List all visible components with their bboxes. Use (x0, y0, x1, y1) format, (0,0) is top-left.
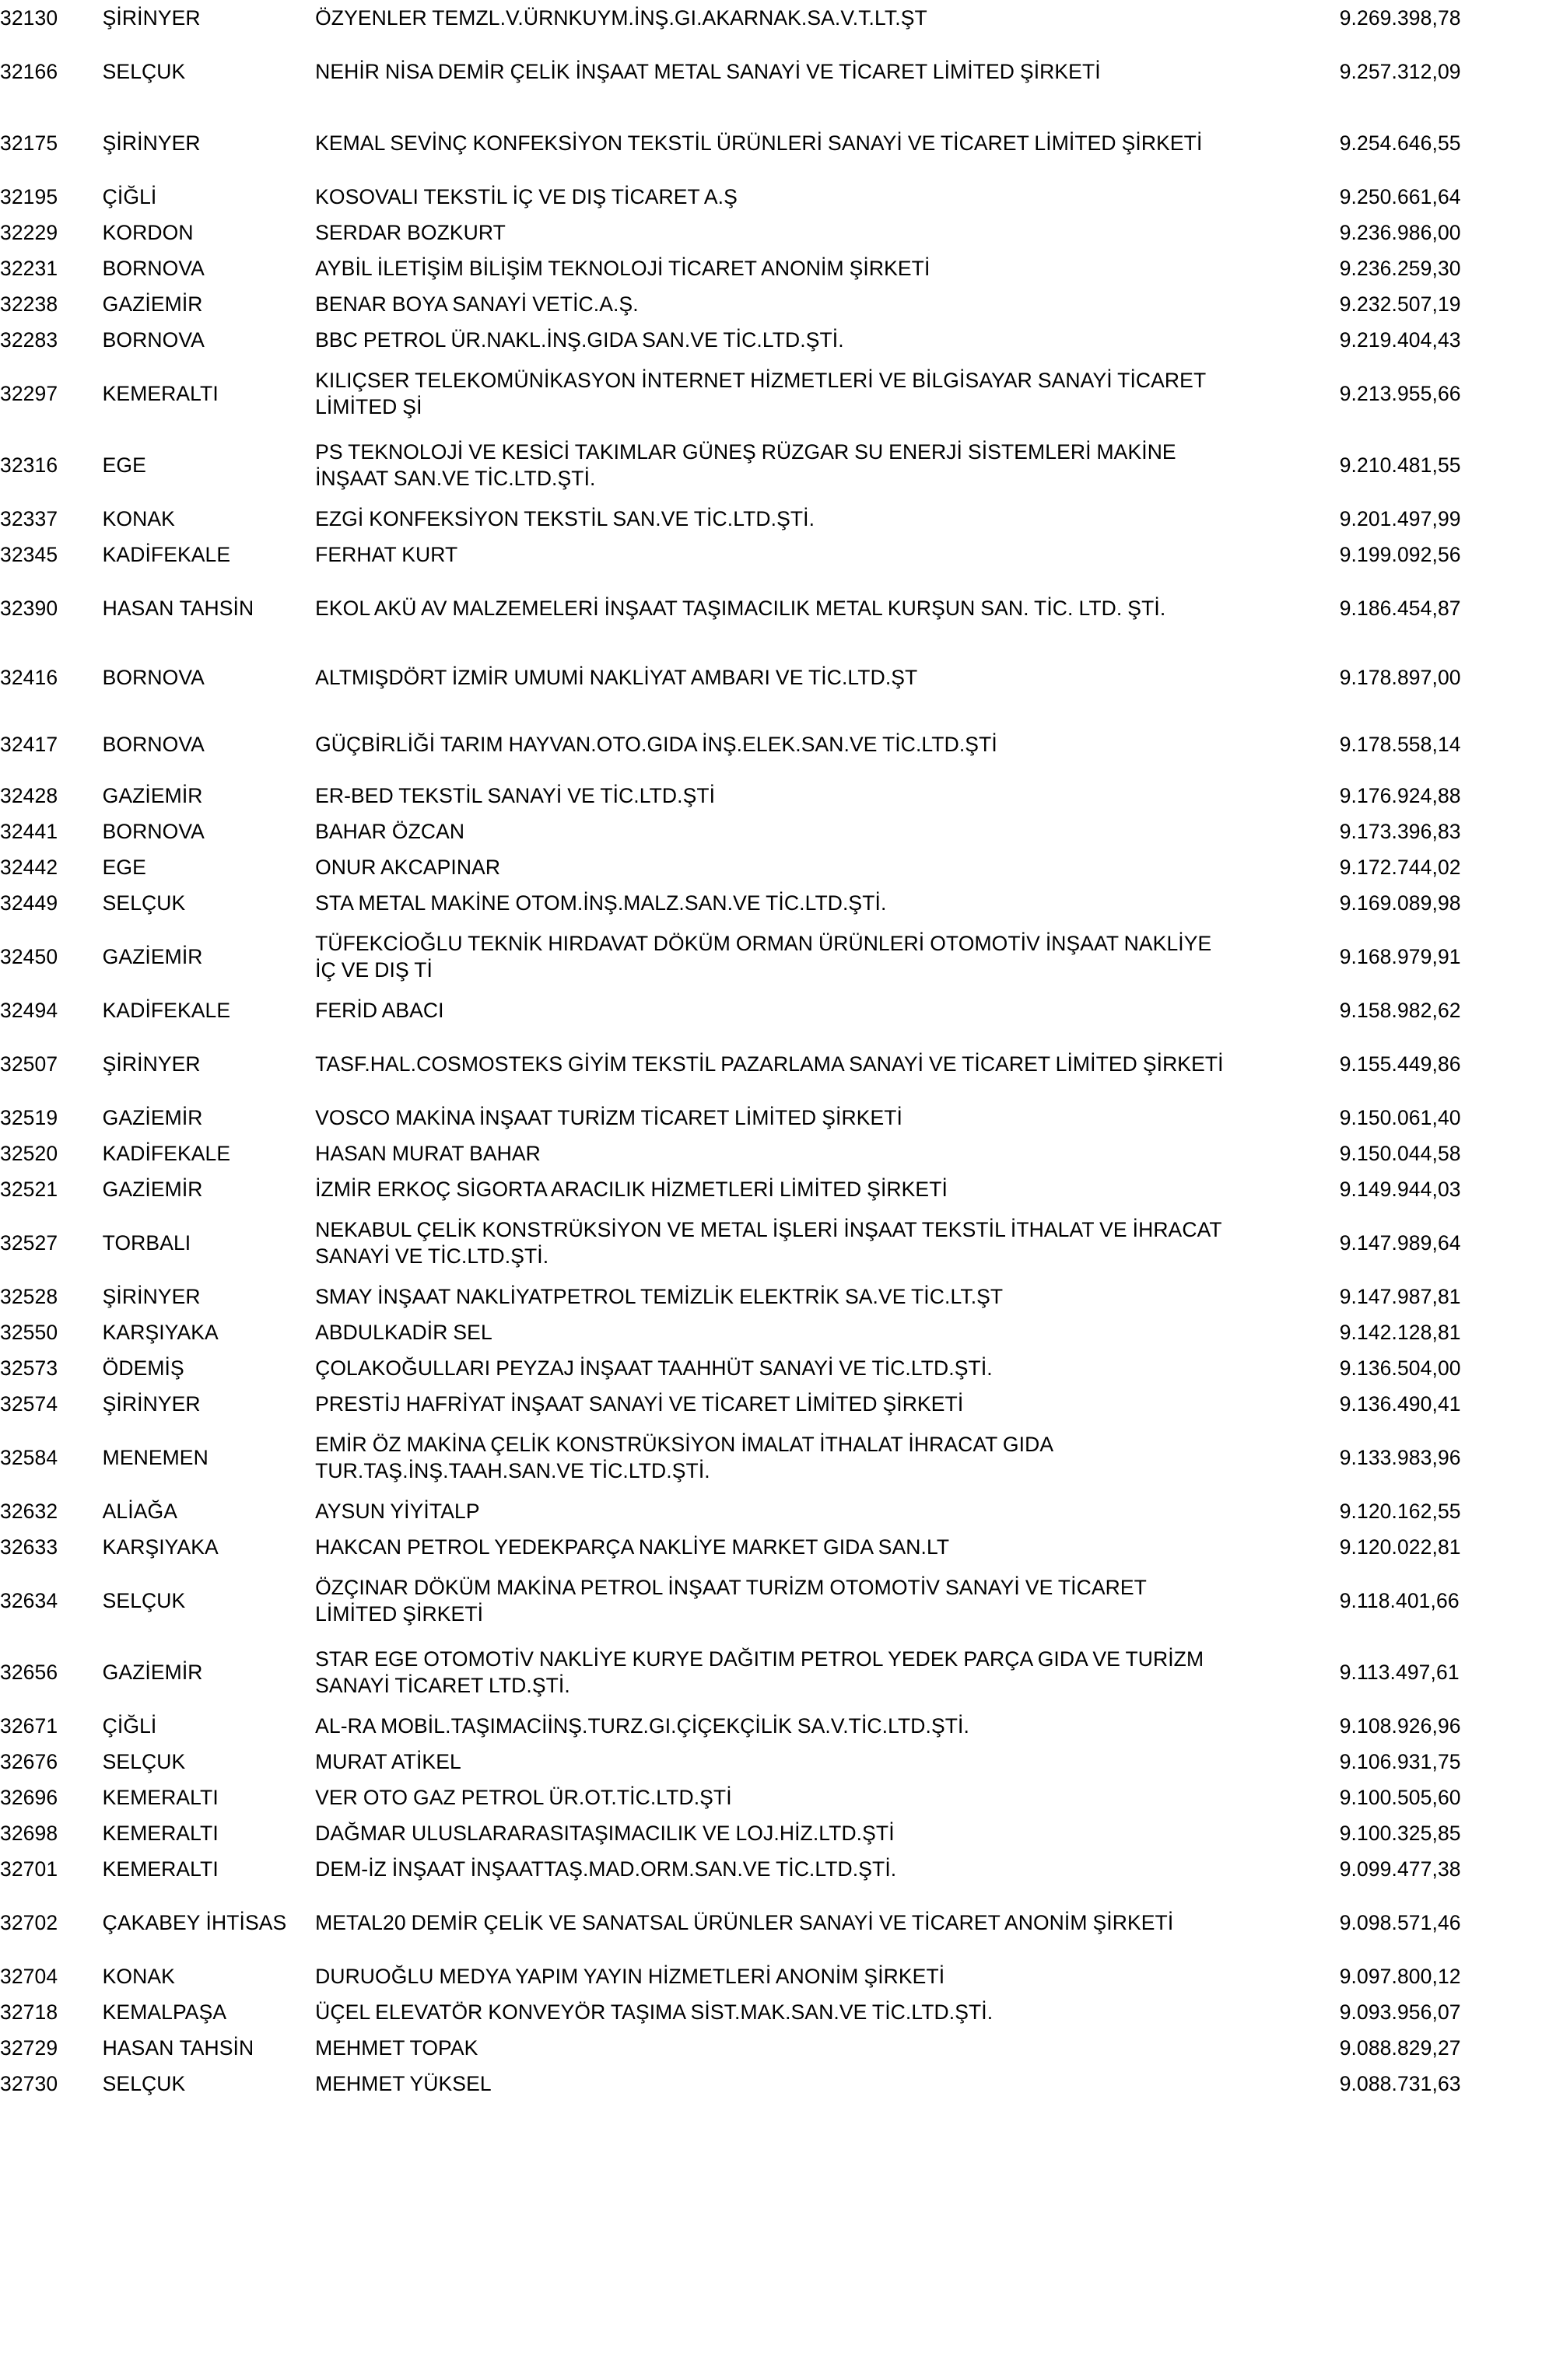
table-row (0, 429, 1542, 501)
table-row (0, 537, 1542, 572)
cell-taxpayer-id: 32428 (0, 783, 58, 807)
cell-taxpayer-id: 32449 (0, 891, 58, 915)
taxpayer-name-text: METAL20 DEMİR ÇELİK VE SANATSAL ÜRÜNLER SANAYİ VE TİCARET ANONİM ŞİRKETİ (315, 1910, 1174, 1934)
cell-taxpayer-name (315, 1994, 1340, 2030)
cell-debt-amount: 9.120.162,55 (1339, 1499, 1461, 1523)
taxpayer-name-text: TASF.HAL.COSMOSTEKS GİYİM TEKSTİL PAZARLAMA SANAYİ VE TİCARET LİMİTED ŞİRKETİ (315, 1052, 1224, 1076)
taxpayer-name-text: KOSOVALI TEKSTİL İÇ VE DIŞ TİCARET A.Ş (315, 184, 738, 208)
cell-taxpayer-id: 32231 (0, 256, 58, 280)
cell-tax-office: BORNOVA (102, 665, 205, 689)
cell-debt-amount: 9.201.497,99 (1339, 506, 1461, 530)
cell-tax-office: KEMERALTI (102, 381, 219, 405)
cell-taxpayer-name (315, 1207, 1340, 1279)
cell-debt-amount: 9.257.312,09 (1339, 59, 1461, 83)
table-row (0, 36, 1542, 107)
cell-taxpayer-id: 32390 (0, 596, 58, 620)
cell-taxpayer-id: 32632 (0, 1499, 58, 1523)
table-row (0, 1529, 1542, 1565)
cell-taxpayer-name (315, 1744, 1340, 1780)
cell-taxpayer-id: 32656 (0, 1660, 58, 1684)
cell-debt-amount: 9.147.987,81 (1339, 1284, 1461, 1308)
cell-taxpayer-name (315, 1100, 1340, 1136)
cell-taxpayer-name (315, 1386, 1340, 1422)
taxpayer-name-text: NEHİR NİSA DEMİR ÇELİK İNŞAAT METAL SANAYİ VE TİCARET LİMİTED ŞİRKETİ (315, 59, 1101, 83)
cell-taxpayer-id: 32494 (0, 998, 58, 1022)
table-row (0, 358, 1542, 429)
taxpayer-name-text: KEMAL SEVİNÇ KONFEKSİYON TEKSTİL ÜRÜNLERİ SANAYİ VE TİCARET LİMİTED ŞİRKETİ (315, 131, 1203, 155)
cell-taxpayer-name (315, 1565, 1340, 1636)
cell-taxpayer-name (315, 921, 1340, 992)
taxpayer-name-text: DURUOĞLU MEDYA YAPIM YAYIN HİZMETLERİ ANONİM ŞİRKETİ (315, 1964, 945, 1988)
table-row (0, 322, 1542, 358)
cell-taxpayer-name (315, 885, 1340, 921)
cell-debt-amount: 9.210.481,55 (1339, 453, 1461, 477)
taxpayer-name-text: VOSCO MAKİNA İNŞAAT TURİZM TİCARET LİMİTED ŞİRKETİ (315, 1105, 903, 1129)
cell-taxpayer-name (315, 1636, 1340, 1708)
cell-taxpayer-id: 32450 (0, 944, 58, 968)
cell-debt-amount: 9.199.092,56 (1339, 542, 1461, 566)
taxpayer-name-text: FERİD ABACI (315, 998, 444, 1022)
taxpayer-name-text: AYBİL İLETİŞİM BİLİŞİM TEKNOLOJİ TİCARET ANONİM ŞİRKETİ (315, 256, 930, 280)
cell-taxpayer-name (315, 778, 1340, 814)
cell-tax-office: EGE (102, 855, 146, 879)
cell-debt-amount: 9.158.982,62 (1339, 998, 1461, 1022)
taxpayer-name-text: ONUR AKCAPINAR (315, 855, 501, 879)
cell-debt-amount: 9.097.800,12 (1339, 1964, 1461, 1988)
cell-tax-office: BORNOVA (102, 732, 205, 756)
table-row (0, 1994, 1542, 2030)
cell-debt-amount: 9.142.128,81 (1339, 1320, 1461, 1344)
cell-debt-amount: 9.136.490,41 (1339, 1391, 1461, 1416)
cell-debt-amount: 9.232.507,19 (1339, 292, 1461, 316)
cell-tax-office: ŞİRİNYER (102, 1391, 201, 1416)
taxpayer-name-text: SMAY İNŞAAT NAKLİYATPETROL TEMİZLİK ELEKTRİK SA.VE TİC.LT.ŞT (315, 1284, 1004, 1308)
cell-tax-office: KONAK (102, 1964, 175, 1988)
cell-tax-office: ALİAĞA (102, 1499, 177, 1523)
cell-taxpayer-id: 32238 (0, 292, 58, 316)
cell-taxpayer-name (315, 1136, 1340, 1171)
taxpayer-name-text: MURAT ATİKEL (315, 1749, 461, 1773)
table-row (0, 1851, 1542, 1887)
cell-taxpayer-id: 32573 (0, 1356, 58, 1380)
taxpayer-name-text: İZMİR ERKOÇ SİGORTA ARACILIK HİZMETLERİ LİMİTED ŞİRKETİ (315, 1177, 948, 1201)
cell-debt-amount: 9.173.396,83 (1339, 819, 1461, 843)
cell-debt-amount: 9.133.983,96 (1339, 1445, 1461, 1469)
table-row (0, 1028, 1542, 1100)
cell-debt-amount: 9.147.989,64 (1339, 1230, 1461, 1255)
cell-tax-office: TORBALI (102, 1230, 191, 1255)
cell-debt-amount: 9.088.829,27 (1339, 2035, 1461, 2060)
taxpayer-name-text: STA METAL MAKİNE OTOM.İNŞ.MALZ.SAN.VE TİC.LTD.ŞTİ. (315, 891, 887, 915)
taxpayer-name-text: ER-BED TEKSTİL SANAYİ VE TİC.LTD.ŞTİ (315, 783, 716, 807)
table-row (0, 0, 1542, 36)
cell-debt-amount: 9.088.731,63 (1339, 2071, 1461, 2095)
taxpayer-name-text: MEHMET YÜKSEL (315, 2071, 492, 2095)
taxpayer-name-text: SERDAR BOZKURT (315, 220, 506, 244)
table-row (0, 921, 1542, 992)
cell-taxpayer-id: 32696 (0, 1785, 58, 1809)
cell-taxpayer-id: 32130 (0, 5, 58, 30)
cell-tax-office: HASAN TAHSİN (102, 596, 254, 620)
table-row (0, 2030, 1542, 2066)
cell-debt-amount: 9.172.744,02 (1339, 855, 1461, 879)
table-row (0, 992, 1542, 1028)
cell-tax-office: GAZİEMİR (102, 1177, 203, 1201)
cell-taxpayer-name (315, 2030, 1340, 2066)
taxpayer-name-text: STAR EGE OTOMOTİV NAKLİYE KURYE DAĞITIM PETROL YEDEK PARÇA GIDA VE TURİZM SANAYİ TİCARET LTD.ŞTİ. (315, 1647, 1204, 1697)
cell-tax-office: ÇAKABEY İHTİSAS (102, 1910, 287, 1934)
cell-debt-amount: 9.155.449,86 (1339, 1052, 1461, 1076)
cell-tax-office: KEMERALTI (102, 1821, 219, 1845)
cell-taxpayer-id: 32442 (0, 855, 58, 879)
cell-taxpayer-id: 32698 (0, 1821, 58, 1845)
cell-taxpayer-name (315, 215, 1340, 250)
table-row (0, 644, 1542, 711)
cell-debt-amount: 9.093.956,07 (1339, 2000, 1461, 2024)
cell-tax-office: BORNOVA (102, 819, 205, 843)
taxpayer-name-text: ABDULKADİR SEL (315, 1320, 492, 1344)
taxpayer-name-text: HAKCAN PETROL YEDEKPARÇA NAKLİYE MARKET GIDA SAN.LT (315, 1535, 950, 1559)
cell-taxpayer-id: 32718 (0, 2000, 58, 2024)
taxpayer-name-text: EKOL AKÜ AV MALZEMELERİ İNŞAAT TAŞIMACILIK METAL KURŞUN SAN. TİC. LTD. ŞTİ. (315, 596, 1166, 620)
taxpayer-name-text: AYSUN YİYİTALP (315, 1499, 480, 1523)
table-row (0, 179, 1542, 215)
cell-taxpayer-name (315, 537, 1340, 572)
cell-taxpayer-id: 32527 (0, 1230, 58, 1255)
taxpayer-name-text: MEHMET TOPAK (315, 2035, 478, 2060)
cell-taxpayer-id: 32729 (0, 2035, 58, 2060)
cell-taxpayer-id: 32345 (0, 542, 58, 566)
cell-debt-amount: 9.136.504,00 (1339, 1356, 1461, 1380)
cell-debt-amount: 9.254.646,55 (1339, 131, 1461, 155)
cell-taxpayer-id: 32316 (0, 453, 58, 477)
cell-taxpayer-id: 32671 (0, 1713, 58, 1738)
taxpayer-name-text: DAĞMAR ULUSLARARASITAŞIMACILIK VE LOJ.HİZ.LTD.ŞTİ (315, 1821, 895, 1845)
taxpayer-name-text: ÖZYENLER TEMZL.V.ÜRNKUYM.İNŞ.GI.AKARNAK.SA.V.T.LT.ŞT (315, 5, 927, 30)
cell-taxpayer-id: 32175 (0, 131, 58, 155)
taxpayer-name-text: ÜÇEL ELEVATÖR KONVEYÖR TAŞIMA SİST.MAK.SAN.VE TİC.LTD.ŞTİ. (315, 2000, 994, 2024)
cell-taxpayer-name (315, 1422, 1340, 1493)
table-row (0, 1207, 1542, 1279)
table-row (0, 1314, 1542, 1350)
cell-taxpayer-name (315, 992, 1340, 1028)
cell-taxpayer-id: 32633 (0, 1535, 58, 1559)
taxpayer-name-text: BAHAR ÖZCAN (315, 819, 465, 843)
taxpayer-name-text: TÜFEKCİOĞLU TEKNİK HIRDAVAT DÖKÜM ORMAN ÜRÜNLERİ OTOMOTİV İNŞAAT NAKLİYE İÇ VE DIŞ Tİ (315, 931, 1212, 982)
cell-taxpayer-name (315, 1815, 1340, 1851)
table-row (0, 1958, 1542, 1994)
cell-taxpayer-name (315, 849, 1340, 885)
cell-taxpayer-id: 32584 (0, 1445, 58, 1469)
cell-tax-office: KARŞIYAKA (102, 1320, 219, 1344)
cell-tax-office: ÇİĞLİ (102, 184, 157, 208)
cell-debt-amount: 9.099.477,38 (1339, 1857, 1461, 1881)
cell-debt-amount: 9.118.401,66 (1339, 1588, 1460, 1612)
cell-taxpayer-id: 32283 (0, 327, 58, 352)
cell-taxpayer-id: 32297 (0, 381, 58, 405)
cell-taxpayer-name (315, 644, 1340, 711)
cell-taxpayer-name (315, 1708, 1340, 1744)
table-row (0, 885, 1542, 921)
cell-taxpayer-id: 32676 (0, 1749, 58, 1773)
cell-tax-office: GAZİEMİR (102, 944, 203, 968)
taxpayer-name-text: ÖZÇINAR DÖKÜM MAKİNA PETROL İNŞAAT TURİZM OTOMOTİV SANAYİ VE TİCARET LİMİTED ŞİRKETİ (315, 1575, 1147, 1626)
table-row (0, 1565, 1542, 1636)
cell-taxpayer-id: 32702 (0, 1910, 58, 1934)
table-row (0, 1815, 1542, 1851)
cell-debt-amount: 9.176.924,88 (1339, 783, 1461, 807)
table-row (0, 1493, 1542, 1529)
taxpayer-name-text: BBC PETROL ÜR.NAKL.İNŞ.GIDA SAN.VE TİC.LTD.ŞTİ. (315, 327, 844, 352)
taxpayer-name-text: EZGİ KONFEKSİYON TEKSTİL SAN.VE TİC.LTD.ŞTİ. (315, 506, 815, 530)
cell-tax-office: ÇİĞLİ (102, 1713, 157, 1738)
cell-taxpayer-name (315, 1851, 1340, 1887)
cell-taxpayer-id: 32634 (0, 1588, 58, 1612)
cell-taxpayer-name (315, 1780, 1340, 1815)
table-row (0, 778, 1542, 814)
table-row (0, 286, 1542, 322)
taxpayer-name-text: PRESTİJ HAFRİYAT İNŞAAT SANAYİ VE TİCARET LİMİTED ŞİRKETİ (315, 1391, 964, 1416)
cell-taxpayer-id: 32417 (0, 732, 58, 756)
cell-debt-amount: 9.150.061,40 (1339, 1105, 1461, 1129)
cell-taxpayer-name (315, 2066, 1340, 2102)
cell-taxpayer-id: 32507 (0, 1052, 58, 1076)
cell-tax-office: SELÇUK (102, 2071, 186, 2095)
cell-taxpayer-name (315, 711, 1340, 778)
cell-tax-office: EGE (102, 453, 146, 477)
cell-tax-office: SELÇUK (102, 891, 186, 915)
table-row (0, 107, 1542, 179)
cell-tax-office: KEMERALTI (102, 1785, 219, 1809)
table-row (0, 501, 1542, 537)
cell-debt-amount: 9.236.986,00 (1339, 220, 1461, 244)
cell-taxpayer-id: 32520 (0, 1141, 58, 1165)
cell-tax-office: ŞİRİNYER (102, 1284, 201, 1308)
table-row (0, 1708, 1542, 1744)
cell-taxpayer-name (315, 1958, 1340, 1994)
cell-tax-office: GAZİEMİR (102, 1660, 203, 1684)
cell-debt-amount: 9.269.398,78 (1339, 5, 1461, 30)
cell-tax-office: ŞİRİNYER (102, 131, 201, 155)
cell-debt-amount: 9.120.022,81 (1339, 1535, 1461, 1559)
cell-taxpayer-id: 32441 (0, 819, 58, 843)
cell-taxpayer-name (315, 36, 1340, 107)
cell-taxpayer-name (315, 250, 1340, 286)
table-row (0, 1386, 1542, 1422)
taxpayer-name-text: NEKABUL ÇELİK KONSTRÜKSİYON VE METAL İŞLERİ İNŞAAT TEKSTİL İTHALAT VE İHRACAT SANAYİ VE TİC.LTD.ŞTİ. (315, 1217, 1222, 1268)
taxpayer-name-text: VER OTO GAZ PETROL ÜR.OT.TİC.LTD.ŞTİ (315, 1785, 732, 1809)
cell-debt-amount: 9.236.259,30 (1339, 256, 1461, 280)
cell-debt-amount: 9.250.661,64 (1339, 184, 1461, 208)
cell-taxpayer-name (315, 1171, 1340, 1207)
cell-debt-amount: 9.178.897,00 (1339, 665, 1461, 689)
cell-tax-office: KEMALPAŞA (102, 2000, 227, 2024)
cell-tax-office: ÖDEMİŞ (102, 1356, 184, 1380)
cell-debt-amount: 9.168.979,91 (1339, 944, 1461, 968)
cell-debt-amount: 9.219.404,43 (1339, 327, 1461, 352)
cell-taxpayer-id: 32521 (0, 1177, 58, 1201)
cell-taxpayer-id: 32416 (0, 665, 58, 689)
cell-tax-office: ŞİRİNYER (102, 5, 201, 30)
cell-debt-amount: 9.169.089,98 (1339, 891, 1461, 915)
taxpayer-name-text: GÜÇBİRLİĞİ TARIM HAYVAN.OTO.GIDA İNŞ.ELEK.SAN.VE TİC.LTD.ŞTİ (315, 732, 997, 756)
table-row (0, 1636, 1542, 1708)
cell-tax-office: HASAN TAHSİN (102, 2035, 254, 2060)
cell-debt-amount: 9.150.044,58 (1339, 1141, 1461, 1165)
cell-taxpayer-name (315, 0, 1340, 36)
cell-debt-amount: 9.113.497,61 (1339, 1660, 1460, 1684)
table-row (0, 2066, 1542, 2102)
taxpayer-name-text: BENAR BOYA SANAYİ VETİC.A.Ş. (315, 292, 639, 316)
cell-tax-office: BORNOVA (102, 327, 205, 352)
cell-tax-office: MENEMEN (102, 1445, 209, 1469)
cell-tax-office: SELÇUK (102, 59, 186, 83)
cell-taxpayer-id: 32337 (0, 506, 58, 530)
cell-taxpayer-id: 32519 (0, 1105, 58, 1129)
taxpayer-name-text: KILIÇSER TELEKOMÜNİKASYON İNTERNET HİZMETLERİ VE BİLGİSAYAR SANAYİ TİCARET LİMİTED Şİ (315, 368, 1206, 418)
cell-debt-amount: 9.186.454,87 (1339, 596, 1461, 620)
cell-taxpayer-name (315, 358, 1340, 429)
cell-taxpayer-id: 32166 (0, 59, 58, 83)
cell-taxpayer-name (315, 107, 1340, 179)
table-row (0, 572, 1542, 644)
cell-taxpayer-name (315, 1028, 1340, 1100)
cell-tax-office: SELÇUK (102, 1749, 186, 1773)
cell-tax-office: KORDON (102, 220, 194, 244)
cell-tax-office: KONAK (102, 506, 175, 530)
cell-debt-amount: 9.178.558,14 (1339, 732, 1461, 756)
table-row (0, 1780, 1542, 1815)
cell-debt-amount: 9.108.926,96 (1339, 1713, 1461, 1738)
table-row (0, 1887, 1542, 1958)
cell-taxpayer-id: 32574 (0, 1391, 58, 1416)
table-row (0, 250, 1542, 286)
cell-tax-office: KEMERALTI (102, 1857, 219, 1881)
cell-tax-office: GAZİEMİR (102, 783, 203, 807)
table-row (0, 215, 1542, 250)
cell-taxpayer-id: 32229 (0, 220, 58, 244)
cell-taxpayer-name (315, 814, 1340, 849)
taxpayer-name-text: HASAN MURAT BAHAR (315, 1141, 541, 1165)
cell-taxpayer-name (315, 429, 1340, 501)
cell-taxpayer-name (315, 1279, 1340, 1314)
taxpayer-name-text: FERHAT KURT (315, 542, 458, 566)
table-row (0, 1100, 1542, 1136)
taxpayer-name-text: AL-RA MOBİL.TAŞIMACİİNŞ.TURZ.GI.ÇİÇEKÇİLİK SA.V.TİC.LTD.ŞTİ. (315, 1713, 969, 1738)
table-row (0, 814, 1542, 849)
table-row (0, 1744, 1542, 1780)
cell-taxpayer-id: 32704 (0, 1964, 58, 1988)
cell-tax-office: GAZİEMİR (102, 292, 203, 316)
table-row (0, 1171, 1542, 1207)
cell-taxpayer-name (315, 501, 1340, 537)
cell-debt-amount: 9.149.944,03 (1339, 1177, 1461, 1201)
cell-taxpayer-id: 32528 (0, 1284, 58, 1308)
cell-taxpayer-id: 32550 (0, 1320, 58, 1344)
cell-taxpayer-id: 32701 (0, 1857, 58, 1881)
table-row (0, 1136, 1542, 1171)
table-row (0, 711, 1542, 778)
cell-tax-office: KADİFEKALE (102, 542, 231, 566)
cell-taxpayer-name (315, 1350, 1340, 1386)
cell-taxpayer-name (315, 286, 1340, 322)
taxpayer-name-text: PS TEKNOLOJİ VE KESİCİ TAKIMLAR GÜNEŞ RÜZGAR SU ENERJİ SİSTEMLERİ MAKİNE İNŞAAT SAN.VE TİC.LTD.ŞTİ. (315, 439, 1176, 490)
cell-taxpayer-name (315, 1314, 1340, 1350)
taxpayer-name-text: ÇOLAKOĞULLARI PEYZAJ İNŞAAT TAAHHÜT SANAYİ VE TİC.LTD.ŞTİ. (315, 1356, 993, 1380)
cell-tax-office: KARŞIYAKA (102, 1535, 219, 1559)
cell-debt-amount: 9.098.571,46 (1339, 1910, 1461, 1934)
cell-taxpayer-id: 32195 (0, 184, 58, 208)
cell-tax-office: GAZİEMİR (102, 1105, 203, 1129)
cell-taxpayer-name (315, 1529, 1340, 1565)
cell-taxpayer-name (315, 572, 1340, 644)
table-row (0, 1422, 1542, 1493)
table-row (0, 849, 1542, 885)
cell-debt-amount: 9.106.931,75 (1339, 1749, 1461, 1773)
cell-tax-office: BORNOVA (102, 256, 205, 280)
cell-tax-office: KADİFEKALE (102, 998, 231, 1022)
cell-debt-amount: 9.213.955,66 (1339, 381, 1461, 405)
cell-taxpayer-name (315, 1493, 1340, 1529)
cell-debt-amount: 9.100.325,85 (1339, 1821, 1461, 1845)
cell-debt-amount: 9.100.505,60 (1339, 1785, 1461, 1809)
cell-taxpayer-name (315, 322, 1340, 358)
taxpayer-name-text: EMİR ÖZ MAKİNA ÇELİK KONSTRÜKSİYON İMALAT İTHALAT İHRACAT GIDA TUR.TAŞ.İNŞ.TAAH.SAN.VE TİC.LTD.ŞTİ. (315, 1432, 1053, 1482)
cell-tax-office: KADİFEKALE (102, 1141, 231, 1165)
cell-taxpayer-id: 32730 (0, 2071, 58, 2095)
taxpayer-name-text: ALTMIŞDÖRT İZMİR UMUMİ NAKLİYAT AMBARI VE TİC.LTD.ŞT (315, 665, 918, 689)
table-row (0, 1279, 1542, 1314)
cell-tax-office: SELÇUK (102, 1588, 186, 1612)
cell-taxpayer-name (315, 1887, 1340, 1958)
taxpayer-name-text: DEM-İZ İNŞAAT İNŞAATTAŞ.MAD.ORM.SAN.VE TİC.LTD.ŞTİ. (315, 1857, 897, 1881)
cell-tax-office: ŞİRİNYER (102, 1052, 201, 1076)
table-row (0, 1350, 1542, 1386)
cell-taxpayer-name (315, 179, 1340, 215)
